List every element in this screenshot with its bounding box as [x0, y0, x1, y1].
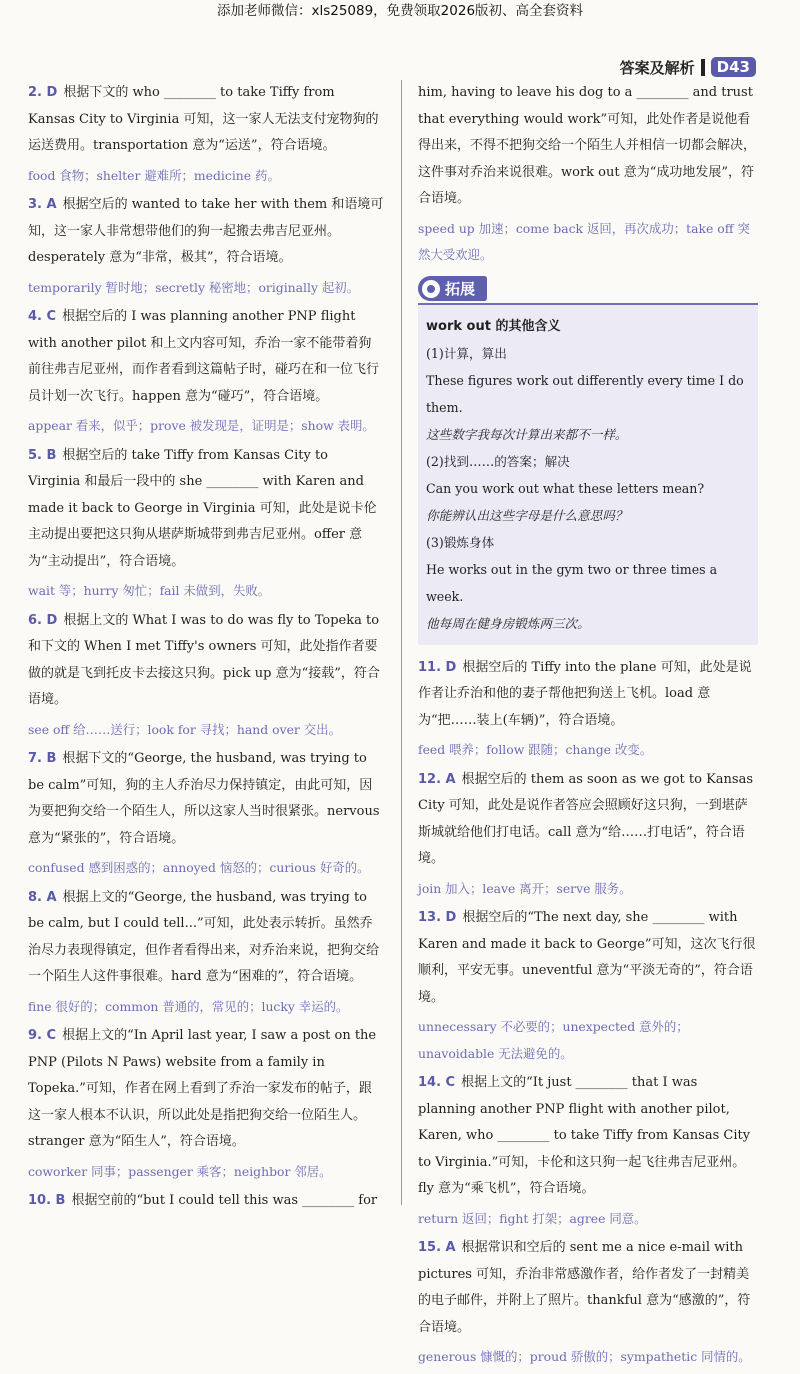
- extension-badge: [418, 276, 487, 301]
- extension-line: (2)找到……的答案；解决: [426, 453, 570, 469]
- header-divider: [701, 59, 705, 76]
- option-gloss: temporarily 暂时地；secretly 秘密地；originally 起初。: [28, 279, 360, 295]
- answer-number: 12. A: [418, 771, 456, 787]
- answer-number: 3. A: [28, 197, 57, 212]
- option-gloss: see off 给……送行；look for 寻找；hand over 交出。: [28, 721, 341, 737]
- extension-line: 这些数字我每次计算出来都不一样。: [426, 426, 628, 442]
- flower-icon: [422, 280, 440, 298]
- answer-item: [28, 608, 384, 714]
- answer-explanation: 根据空后的 them as soon as we got to Kansas City 可知，此处是说作者答应会照顾好这只狗，一到堪萨斯城就给他们打电话。call 意为“给……打电话”，符合语境。: [418, 771, 754, 866]
- extension-line: 他每周在健身房锻炼两三次。: [426, 615, 590, 631]
- answer-explanation: 根据空后的 take Tiffy from Kansas City to Virginia 和最后一段中的 she ________ with Karen and made it back to George in Virginia 可知，此处是说卡伦主动提出要把这只狗从堪萨斯城带到弗吉尼亚州。offer 意为“主动提出”，符合语境。: [28, 447, 377, 569]
- answer-item: [418, 1070, 758, 1203]
- extension-line: (1)计算，算出: [426, 345, 507, 361]
- option-gloss: appear 看来，似乎；prove 被发现是，证明是；show 表明。: [28, 418, 375, 433]
- extension-line: Can you work out what these letters mean?: [426, 480, 705, 496]
- answer-explanation: 根据下文的“George, the husband, was trying to be calm”可知，狗的主人乔治尽力保持镇定，由此可知，因为要把狗交给一个陌生人，所以这家人当时很紧张。nervous 意为“紧张的”，符合语境。: [28, 751, 380, 846]
- answer-item: [28, 1188, 384, 1215]
- option-gloss: return 返回；fight 打架；agree 同意。: [418, 1210, 647, 1226]
- right-column: [418, 80, 758, 1374]
- section-title: 答案及解析: [619, 58, 695, 77]
- answer-explanation: 根据空后的“The next day, she ________ with Karen and made it back to George”可知，这次飞行很顺利，平安无事。uneventful 意为“平淡无奇的”，符合语境。: [418, 910, 756, 1005]
- answer-explanation: 根据下文的 who ________ to take Tiffy from Kansas City to Virginia 可知，这一家人无法支付宠物狗的运送费用。transportation 意为“运送”，符合语境。: [28, 85, 379, 153]
- right-top-block: [418, 80, 758, 269]
- option-gloss: feed 喂养；follow 跟随；change 改变。: [418, 742, 653, 757]
- answer-number: 14. C: [418, 1075, 456, 1090]
- answer-number: 5. B: [28, 447, 57, 463]
- answer-explanation: 根据上文的“George, the husband, was trying to be calm, but I could tell...”可知，此处表示转折。虽然乔治尽力表现得镇定，但作者看得出来，对乔治来说，把狗交给一个陌生人这件事很难。hard 意为“困难的”，符合语境。: [28, 889, 380, 984]
- option-gloss: unnecessary 不必要的；unexpected 意外的；unavoidable 无法避免的。: [418, 1019, 689, 1061]
- answer-explanation: 根据上文的“It just ________ that I was planning another PNP flight with another pilot, Karen, who ________ to take Tiffy from Kansas City to Virginia.”可知，卡伦和这只狗一起飞往弗吉尼亚州。fly 意为“乘飞机”，符合语境。: [418, 1075, 751, 1196]
- extension-header: [418, 275, 758, 305]
- extension-line: 你能辨认出这些字母是什么意思吗？: [426, 507, 628, 523]
- answer-number: 15. A: [418, 1240, 456, 1255]
- column-divider: [401, 80, 402, 1205]
- extension-badge-label: 拓展: [445, 280, 476, 298]
- option-gloss: speed up 加速；come back 返回，再次成功；take off 突然大受欢迎。: [418, 220, 750, 262]
- answer-item: [28, 885, 384, 991]
- answer-explanation: 根据上文的 What I was to do was fly to Topeka to 和下文的 When I met Tiffy's owners 可知，此处指作者要做的就是飞到托皮卡去接这只狗。pick up 意为“接载”，符合语境。: [28, 612, 380, 707]
- answer-explanation: 根据空后的 I was planning another PNP flight with another pilot 和上文内容可知，乔治一家不能带着狗前往弗吉尼亚州，而作者看到这篇帖子时，碰巧在和一位飞行员计划一次飞行。happen 意为“碰巧”，符合语境。: [28, 309, 380, 404]
- promo-banner: 添加老师微信：xls25089，免费领取2026版初、高全套资料: [216, 3, 584, 19]
- answer-explanation: 根据空后的 wanted to take her with them 和语境可知，这一家人非常想带他们的狗一起搬去弗吉尼亚州。desperately 意为“非常，极其”，符合语境。: [28, 197, 384, 265]
- answer-item: [418, 767, 758, 873]
- answer-item: [418, 1235, 758, 1341]
- option-gloss: generous 慷慨的；proud 骄傲的；sympathetic 同情的。: [418, 1349, 751, 1364]
- option-gloss: wait 等；hurry 匆忙；fail 未做到，失败。: [28, 583, 271, 598]
- extension-line: These figures work out differently every time I do them.: [426, 372, 744, 415]
- answer-item: [418, 905, 758, 1011]
- answer-number: 7. B: [28, 751, 57, 766]
- answer-item: [28, 746, 384, 852]
- page-number-badge: D43: [711, 57, 756, 77]
- answer-item: [28, 304, 384, 410]
- answer-number: 8. A: [28, 889, 57, 905]
- page-header: [620, 54, 756, 80]
- option-gloss: food 食物；shelter 避难所；medicine 药。: [28, 167, 280, 183]
- extension-line: He works out in the gym two or three times a week.: [426, 561, 718, 604]
- answer-explanation: 根据常识和空后的 sent me a nice e-mail with pictures 可知，乔治非常感激作者，给作者发了一封精美的电子邮件，并附上了照片。thankful 意为“感激的”，符合语境。: [418, 1240, 751, 1335]
- left-column: [28, 80, 384, 1218]
- answer-item: [28, 443, 384, 576]
- extension-line: (3)锻炼身体: [426, 534, 495, 550]
- answer-number: 13. D: [418, 910, 457, 925]
- answer-number: 4. C: [28, 309, 57, 324]
- continued-explanation: him, having to leave his dog to a ________ and trust that everything would work”可知，此处作者是说他看得出来，不得不把狗交给一个陌生人并相信一切都会解决，这件事对乔治来说很难。work out 意为“成功地发展”，符合语境。: [418, 85, 757, 206]
- answer-item: [28, 80, 384, 160]
- extension-box: [418, 275, 758, 645]
- answer-number: 11. D: [418, 659, 457, 675]
- answer-explanation: 根据上文的“In April last year, I saw a post on the PNP (Pilots N Paws) website from a family in Topeka.”可知，作者在网上看到了乔治一家发布的帖子，跟这一家人根本不认识，所以此处是指把狗交给一位陌生人。stranger 意为“陌生人”，符合语境。: [28, 1028, 377, 1149]
- option-gloss: fine 很好的；common 普通的，常见的；lucky 幸运的。: [28, 998, 349, 1014]
- answer-item: [28, 192, 384, 272]
- option-gloss: join 加入；leave 离开；serve 服务。: [418, 880, 632, 896]
- answer-number: 6. D: [28, 612, 58, 628]
- answer-number: 2. D: [28, 85, 58, 100]
- answer-item: [418, 655, 758, 735]
- extension-body: [418, 305, 758, 645]
- answer-number: 10. B: [28, 1193, 66, 1208]
- answer-number: 9. C: [28, 1028, 57, 1043]
- answer-explanation: 根据空后的 Tiffy into the plane 可知，此处是说作者让乔治和他的妻子帮他把狗送上飞机。load 意为“把……装上(车辆)”，符合语境。: [418, 659, 752, 728]
- answer-item: [28, 1023, 384, 1156]
- answer-explanation: 根据空前的“but I could tell this was ________ for: [71, 1193, 378, 1208]
- option-gloss: confused 感到困惑的；annoyed 恼怒的；curious 好奇的。: [28, 860, 370, 875]
- extension-title: work out 的其他含义: [426, 318, 561, 334]
- option-gloss: coworker 同事；passenger 乘客；neighbor 邻居。: [28, 1163, 332, 1179]
- right-bottom-block: [418, 655, 758, 1371]
